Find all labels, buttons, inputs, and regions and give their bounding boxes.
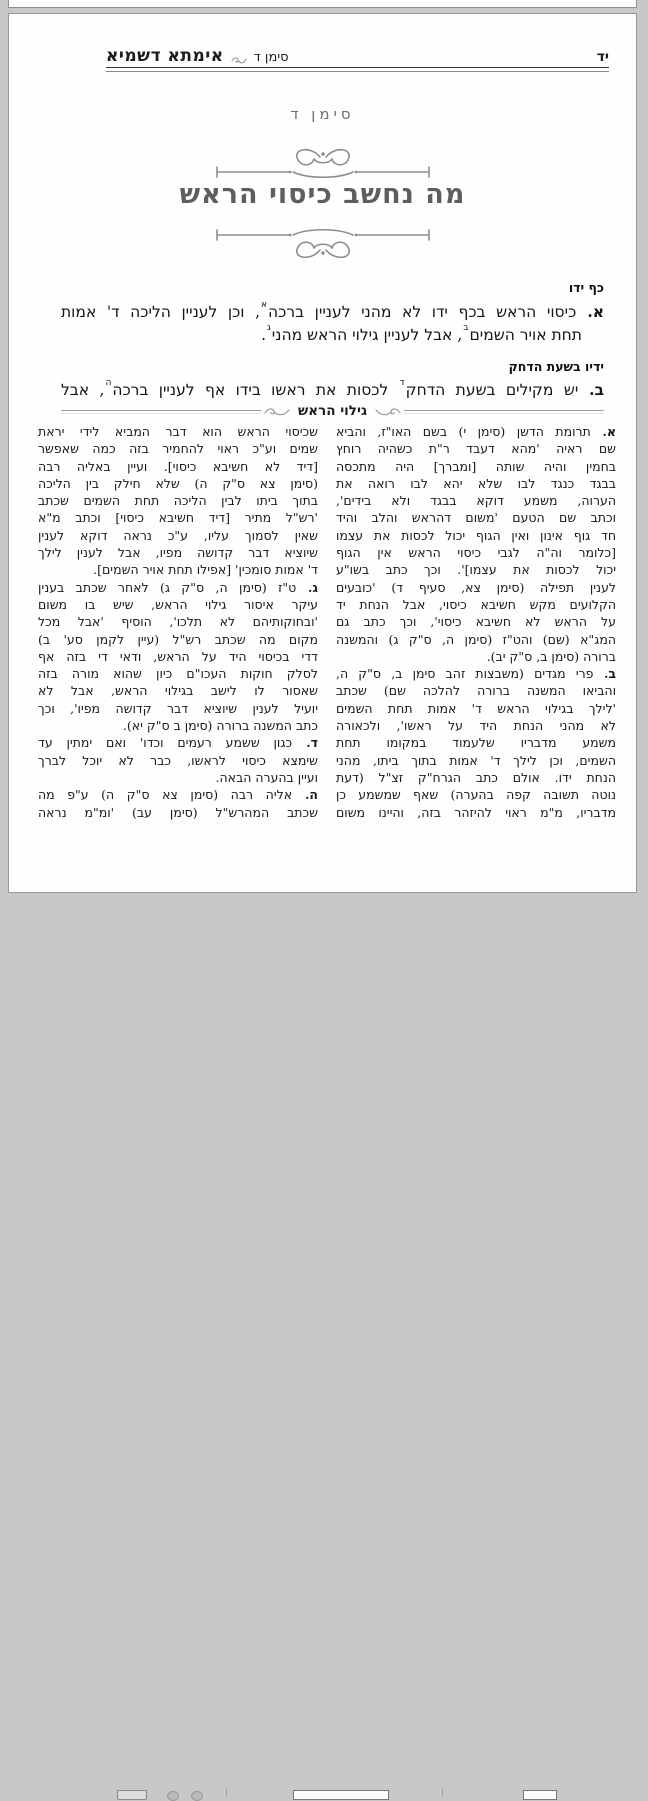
flourish-ornament-bottom-icon [213,221,433,263]
halacha-paragraph-2: ב. יש מקילים בשעת הדחק$^ד$ לכסות את ראשו בידו אף לעניין ברכה$^ה$, אבל [61,377,604,399]
chapter-kicker: סימן ד [290,105,355,123]
section-label-kaf-yado: כף ידו [568,280,604,295]
footnotes-left-column: שכיסוי הראש הוא דבר המביא לידי יראת שמים וע"כ ראוי להחמיר בזה כמה שאפשר [דיד לא חשיבא כיסוי]. ועיין באליה רבה (סימן צא ס"ק ה) שלא חילק בין הליכה בתוך ביתו לבין הליכה תחת השמים שכתב 'רש"ל מתיר [דיד חשיבא כיסוי] וכתב מ"א שאין לסמוך עליו, ע"כ נראה דוקא לענין שיוציא דבר קדושה מפיו, אבל לענין לילך ד' אמות סומכין' [אפילו תחת אויר השמים]. ג. ט"ז (סימן ה, ס"ק ג) לאחר שכתב בענין עיקר איסור גילוי הראש, שיש בו משום 'ובחוקותיהם לא תלכו', הוסיף 'אבל מכל מקום מה שכתב רש"ל (עיין לקמן סע' ב) דדי בכיסוי היד על הראש, ודאי די בזה אף לסלק חוקות העכו"ם כיון שהוא מורה בזה שאסור לו לישב בגילוי הראש, אבל לא יועיל לענין שיוציא דבר קדושה מפיו', וכך כתב המשנה ברורה (סימן ב ס"ק יא). ד. כגון ששמע רעמים וכדו' ואם ימתין עד שימצא כיסוי לראשו, כבר לא יוכל לברך ועיין בהערה הבאה. ה. אליה רבה (סימן צא ס"ק ה) ע"פ מה שכתב המהרש"ל (סימן עב) 'ומ"מ נראה [38,424,318,820]
toolbar-input[interactable] [523,1790,557,1800]
toolbar-icon[interactable] [191,1791,203,1801]
page-number: יד [596,49,609,65]
book-title: אימתא דשמיא [106,46,224,66]
toolbar-input[interactable] [293,1790,389,1800]
header-title-group [106,46,289,69]
footnotes-section-title: גילוי הראש [298,403,367,419]
footnotes-divider [61,404,604,420]
halacha-paragraph-1: א. כיסוי הראש בכף ידו לא מהני לעניין ברכה$^א$, וכן לעניין הליכה ד' אמות תחת אויר השמים$^ב$, אבל לעניין גילוי הראש מהני$^ג$. [61,299,604,344]
divider-line-left [61,410,261,414]
toolbar-separator [226,1789,227,1796]
toolbar-button[interactable] [117,1790,147,1800]
chapter-reference: סימן ד [253,50,289,65]
viewer-bottom-toolbar [0,894,648,902]
section-label-yadav: ידיו בשעת הדחק [508,359,604,374]
document-page [8,13,637,893]
footnotes-columns [38,423,616,821]
toolbar-separator [442,1789,443,1796]
running-header [106,46,609,68]
chapter-main-title: מה נחשב כיסוי הראש [179,179,466,210]
toolbar-icon[interactable] [167,1791,179,1801]
divider-line-right [404,410,604,414]
header-double-rule [106,67,609,72]
footnotes-right-column: א. תרומת הדשן (סימן י) בשם האו"ז, והביא שם ראיה 'מהא דעבד ר"ת כשהיה רוחץ בחמין והיה שותה [ומברך] היה מתכסה בבגד כנגד לבו שלא יהא לבו רואה את הערוה, משמע דוקא בבגד ולא בידים', וכתב שם הטעם 'משום דהראש והלב והיד חד גוף אינון ואין הגוף יכול לכסות את עצמו [כלומר וה"ה לגבי כיסוי הראש אין הגוף יכול לכסות את עצמו]'. וכך כתב בשו"ע לענין תפילה (סימן צא, סעיף ד) 'כובעים הקלועים מקש חשיבא כיסוי, אבל הנחת יד על הראש לא חשיבא כיסוי', וכך כתב גם המג"א (שם) והט"ז (סימן ה, ס"ק ג) והמשנה ברורה (סימן ב, ס"ק יב). ב. פרי מגדים (משבצות זהב סימן ב, ס"ק ה, והביאו המשנה ברורה להלכה שם) שכתב 'לילך בגילוי הראש ד' אמות תחת השמים לא מהני הנחת היד על ראשו', ולכאורה משמע מדבריו שלעמוד במקומו תחת השמים, וכן לילך ד' אמות בתוך ביתו, מהני הנחת ידו. אולם כתב הגרח"ק זצ"ל (דעת נוטה תשובה קפה בהערה) שאף שמשמע כן מדבריו, מ"מ ראוי להיזהר בזה, והיינו משום [336,424,616,820]
swirl-ornament-icon [264,407,290,417]
swirl-ornament-icon [375,407,401,417]
previous-page-bottom-edge [8,0,637,8]
